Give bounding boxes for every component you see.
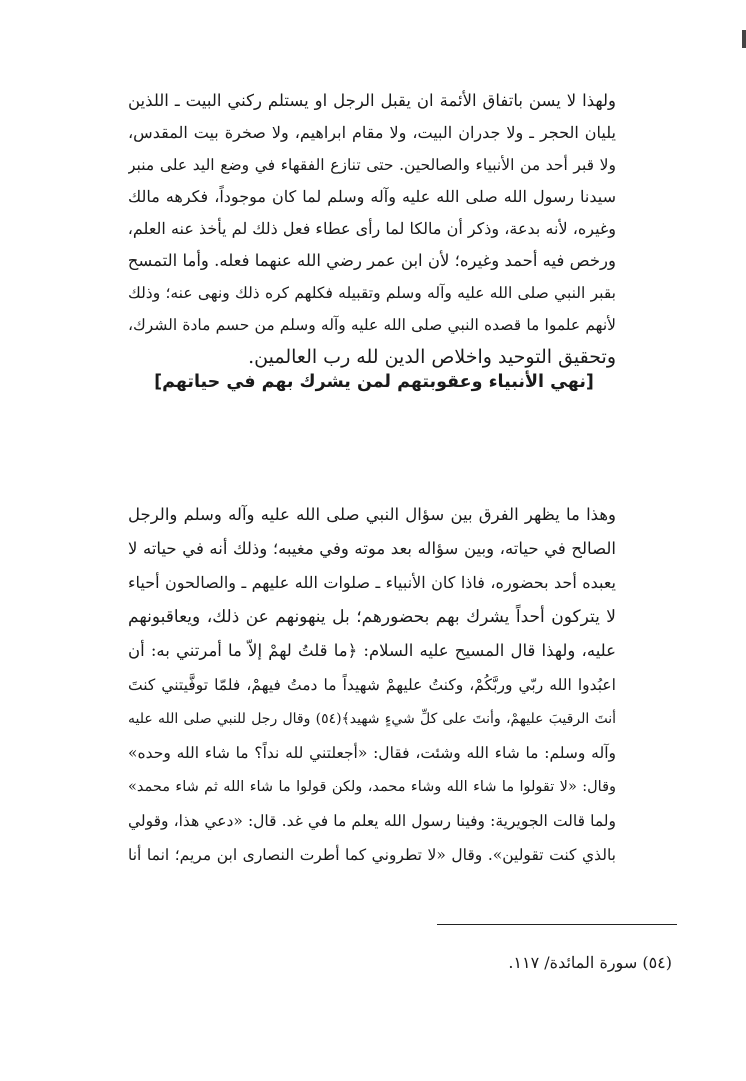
paragraph-2-line: وآله وسلم: ما شاء الله وشئت، فقال: «أجعلتني لله نداً؟ ما شاء الله وحده»: [128, 744, 616, 762]
paragraph-1-line: ولهذا لا يسن باتفاق الأئمة ان يقبل الرجل او يستلم ركني البيت ـ اللذين: [128, 91, 616, 110]
paragraph-2-line: أنتَ الرقيبَ عليهمْ، وأنتَ على كلِّ شيءٍ شهيد﴾(٥٤) وقال رجل للنبي صلى الله عليه: [128, 711, 616, 727]
paragraph-2-line: بالذي كنت تقولين». وقال «لا تطروني كما أطرت النصارى ابن مريم؛ انما أنا: [128, 846, 616, 864]
paragraph-2-line: الصالح في حياته، وبين سؤاله بعد موته وفي مغيبه؛ وذلك أنه في حياته لا: [128, 539, 616, 558]
footnote: (٥٤) سورة المائدة/ ١١٧.: [508, 953, 672, 972]
paragraph-1-line: لأنهم علموا ما قصده النبي صلى الله عليه وآله وسلم من حسم مادة الشرك،: [128, 316, 616, 334]
paragraph-2-line: وقال: «لا تقولوا ما شاء الله وشاء محمد، ولكن قولوا ما شاء الله ثم شاء محمد»: [128, 779, 616, 795]
paragraph-2-line: يعبده أحد بحضوره، فاذا كان الأنبياء ـ صلوات الله عليهم ـ والصالحون أحياء: [128, 573, 616, 592]
paragraph-1-line: يليان الحجر ـ ولا جدران البيت، ولا مقام ابراهيم، ولا صخرة بيت المقدس،: [128, 123, 616, 142]
paragraph-2-line: اعبُدوا الله ربّي وربَّكُمْ، وكنتُ عليهمْ شهيداً ما دمتُ فيهمْ، فلمّا توفَّيتني كنتَ: [128, 676, 616, 694]
page-edge-mark: [742, 30, 746, 48]
paragraph-2-line: وهذا ما يظهر الفرق بين سؤال النبي صلى الله عليه وآله وسلم والرجل: [128, 505, 616, 524]
footnote-separator: [437, 924, 677, 925]
paragraph-1-line: ولا قبر أحد من الأنبياء والصالحين. حتى تنازع الفقهاء في وضع اليد على منبر: [128, 156, 616, 174]
paragraph-1-line: وغيره، لأنه بدعة، وذكر أن مالكا لما رأى عطاء فعل ذلك لم يأخذ عنه العلم،: [128, 219, 616, 238]
paragraph-1-line: بقبر النبي صلى الله عليه وآله وسلم وتقبيله فكلهم كره ذلك ونهى عنه؛ وذلك: [128, 284, 616, 302]
paragraph-1-line: ورخص فيه أحمد وغيره؛ لأن ابن عمر رضي الله عنهما فعله. وأما التمسح: [128, 251, 616, 270]
paragraph-2-line: ولما قالت الجويرية: وفينا رسول الله يعلم ما في غد. قال: «دعي هذا، وقولي: [128, 812, 616, 830]
section-heading: [نهي الأنبياء وعقوبتهم لمن يشرك بهم في حياتهم]: [154, 372, 594, 392]
paragraph-2-line: لا يتركون أحداً يشرك بهم بحضورهم؛ بل ينهونهم عن ذلك، ويعاقبونهم: [128, 607, 616, 627]
paragraph-1-line: وتحقيق التوحيد واخلاص الدين لله رب العالمين.: [248, 346, 616, 368]
paragraph-2-line: عليه، ولهذا قال المسيح عليه السلام: ﴿ما قلتُ لهمْ إلاّ ما أمرتني به: أن: [128, 641, 616, 660]
paragraph-1-line: سيدنا رسول الله صلى الله عليه وآله وسلم لما كان موجوداً، فكرهه مالك: [128, 187, 616, 206]
